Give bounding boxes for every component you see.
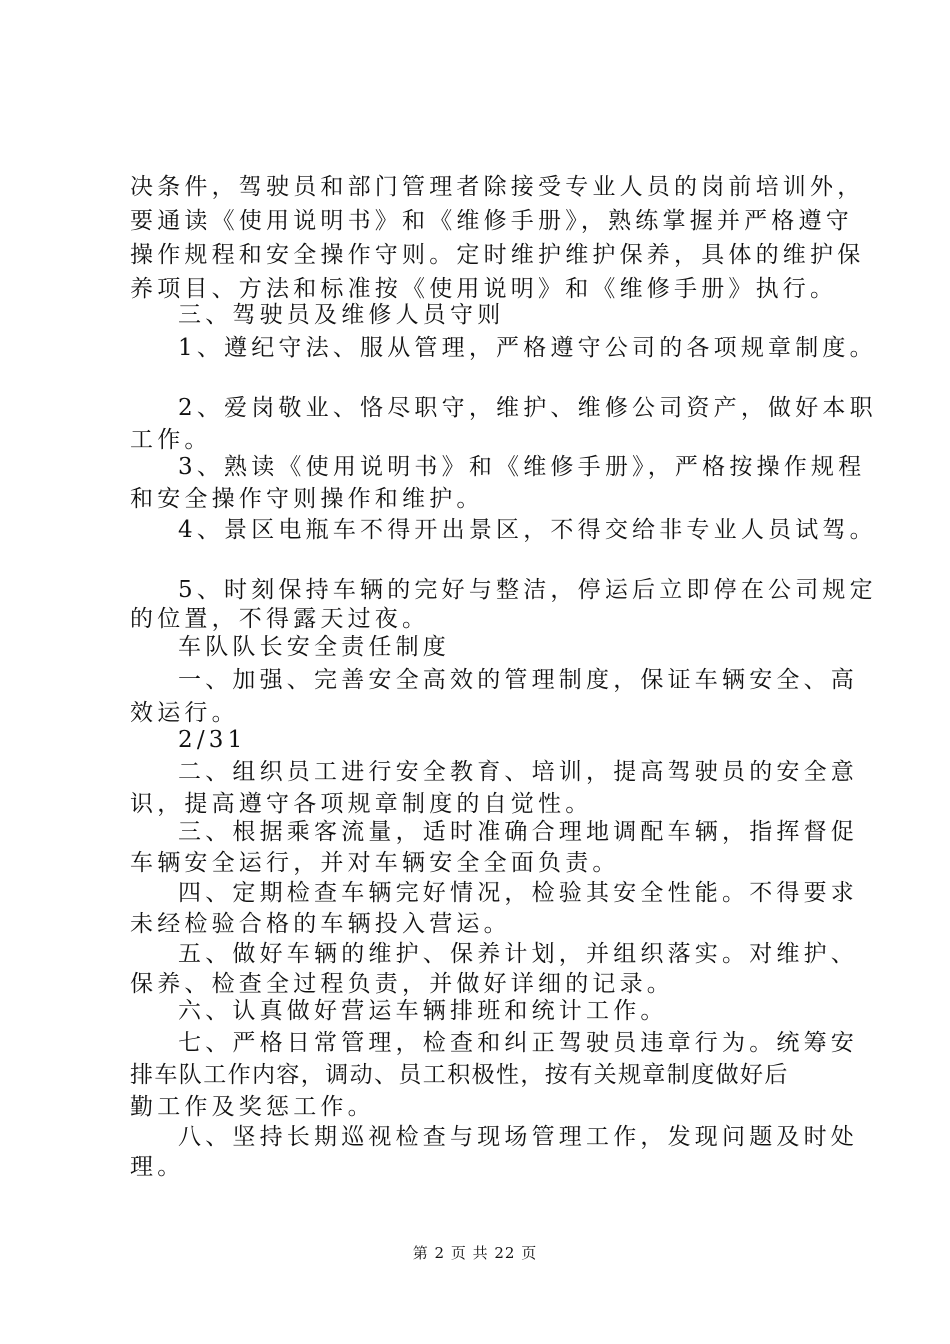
text-line: 车辆安全运行，并对车辆安全全面负责。 <box>130 850 620 876</box>
text-line: 效运行。 <box>130 700 239 726</box>
text-line: 四、定期检查车辆完好情况，检验其安全性能。不得要求 <box>178 880 858 906</box>
text-line: 决条件，驾驶员和部门管理者除接受专业人员的岗前培训外， <box>130 174 865 200</box>
text-line: 理。 <box>130 1154 185 1180</box>
text-line: 二、组织员工进行安全教育、培训，提高驾驶员的安全意 <box>178 759 858 785</box>
text-line: 的位置，不得露天过夜。 <box>130 606 430 632</box>
text-line: 未经检验合格的车辆投入营运。 <box>130 911 511 937</box>
text-line: 三、根据乘客流量，适时准确合理地调配车辆，指挥督促 <box>178 819 858 845</box>
section-heading: 三、驾驶员及维修人员守则 <box>178 302 505 328</box>
text-line: 养项目、方法和标准按《使用说明》和《维修手册》执行。 <box>130 276 838 302</box>
text-line: 和安全操作守则操作和维护。 <box>130 486 484 512</box>
text-line: 五、做好车辆的维护、保养计划，并组织落实。对维护、 <box>178 941 858 967</box>
text-line: 3、熟读《使用说明书》和《维修手册》，严格按操作规程 <box>178 454 866 480</box>
page-footer: 第 2 页 共 22 页 <box>412 1244 538 1262</box>
text-line: 操作规程和安全操作守则。定时维护维护保养，具体的维护保 <box>130 242 865 268</box>
text-line: 保养、检查全过程负责，并做好详细的记录。 <box>130 971 674 997</box>
text-line: 八、坚持长期巡视检查与现场管理工作，发现问题及时处 <box>178 1124 858 1150</box>
text-line: 识，提高遵守各项规章制度的自觉性。 <box>130 791 593 817</box>
page-marker: 2/31 <box>178 727 247 753</box>
text-line: 2、爱岗敬业、恪尽职守，维护、维修公司资产，做好本职 <box>178 395 877 421</box>
text-line: 一、加强、完善安全高效的管理制度，保证车辆安全、高 <box>178 667 858 693</box>
text-line: 1、遵纪守法、服从管理，严格遵守公司的各项规章制度。 <box>178 335 877 361</box>
section-heading: 车队队长安全责任制度 <box>178 634 450 660</box>
text-line: 勤工作及奖惩工作。 <box>130 1094 375 1120</box>
text-line: 5、时刻保持车辆的完好与整洁，停运后立即停在公司规定 <box>178 577 877 603</box>
text-line: 4、景区电瓶车不得开出景区，不得交给非专业人员试驾。 <box>178 517 877 543</box>
text-line: 七、严格日常管理，检查和纠正驾驶员违章行为。统筹安 <box>178 1030 858 1056</box>
text-line: 排车队工作内容，调动、员工积极性，按有关规章制度做好后 <box>130 1062 789 1088</box>
text-line: 六、认真做好营运车辆排班和统计工作。 <box>178 998 668 1024</box>
text-line: 工作。 <box>130 427 212 453</box>
text-line: 要通读《使用说明书》和《维修手册》，熟练掌握并严格遵守 <box>130 208 853 234</box>
